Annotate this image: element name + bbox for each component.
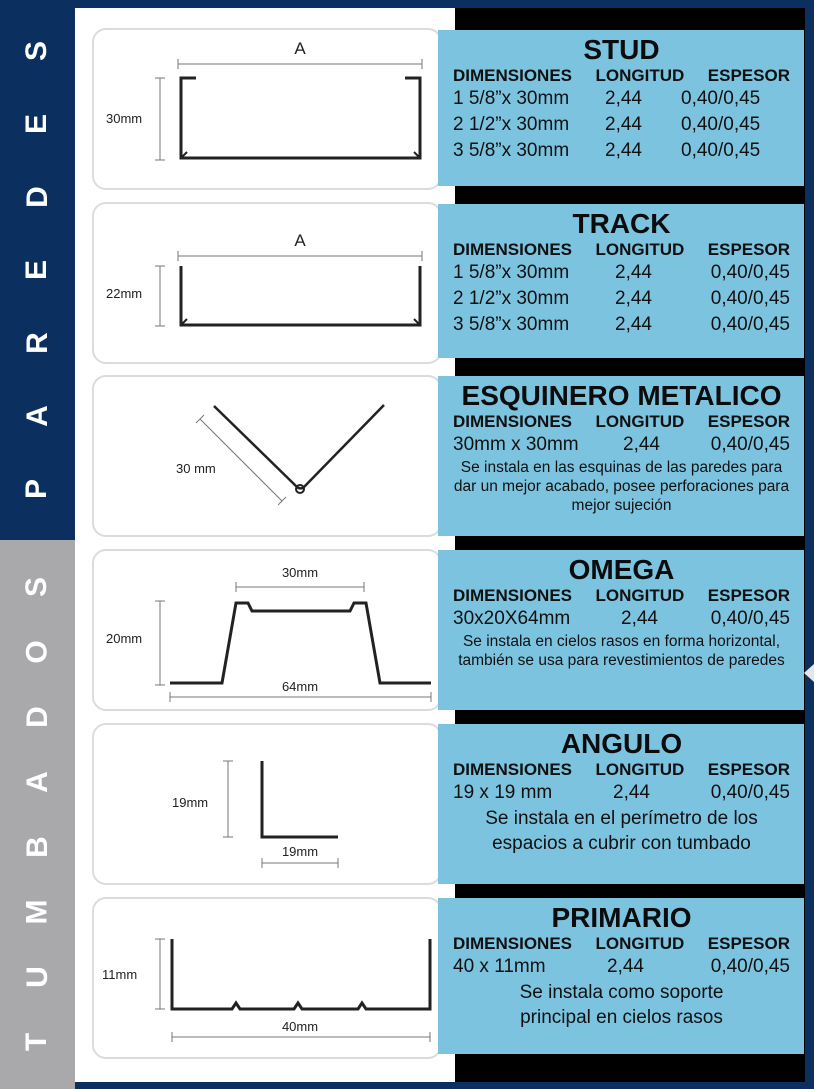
header-espesor: ESPESOR [707,66,790,85]
header-dimensiones: DIMENSIONES [453,760,573,779]
band-letter: S [20,576,54,597]
dimension-value: 19 x 19 mm [453,782,553,803]
thickness-value: 0,40/0,45 [681,140,761,161]
stud-height-label: 30mm [106,111,143,126]
dimension-value: 1 5/8”x 30mm [453,88,570,109]
stud-table-header [453,66,790,86]
header-longitud: LONGITUD [595,760,685,779]
thickness-value: 0,40/0,45 [681,114,761,135]
angulo-drawing-card [92,723,442,885]
header-dimensiones: DIMENSIONES [453,934,573,953]
angulo-title: ANGULO [560,728,683,759]
band-letter: M [20,899,54,925]
angulo-table-header [453,760,790,780]
header-longitud: LONGITUD [595,586,685,605]
tumbados-band [0,540,75,1089]
length-value: 2,44 [623,434,660,455]
header-dimensiones: DIMENSIONES [453,412,573,431]
thickness-value: 0,40/0,45 [681,88,761,109]
primario-description: Se instala como soporte principal en cielos rasos [519,982,724,1028]
header-espesor: ESPESOR [707,412,790,431]
primario-width-label: 40mm [281,1019,319,1034]
band-letter: E [20,259,54,280]
stud-row [453,112,790,138]
stud-info-box [438,30,804,186]
band-letter: B [20,836,54,858]
header-espesor: ESPESOR [707,240,790,259]
header-longitud: LONGITUD [595,934,685,953]
track-row [453,312,790,338]
esquinero-description: Se instala en las esquinas de las paredes para dar un mejor acabado, posee perforaciones para mejor sujeción [453,459,790,514]
stud-width-label: A [294,39,306,58]
angulo-height-label: 19mm [172,795,209,810]
band-letter: D [20,705,54,728]
band-letter: A [20,771,54,793]
track-table-header [453,240,790,260]
length-value: 2,44 [615,262,652,283]
stud-row [453,138,790,164]
dimension-value: 30mm x 30mm [453,434,579,455]
length-value: 2,44 [607,956,644,977]
length-value: 2,44 [613,782,650,803]
track-row [453,260,790,286]
stud-title: STUD [583,34,660,65]
omega-row [453,606,790,632]
angulo-row [453,780,790,806]
thickness-value: 0,40/0,45 [710,956,790,977]
band-letter: P [20,479,54,500]
primario-row [453,954,790,980]
stud-profile-drawing [94,30,442,190]
stud-drawing-card [92,28,442,190]
omega-height-label: 20mm [106,631,143,646]
omega-title: OMEGA [568,554,675,585]
primario-height-label: 11mm [102,967,138,982]
header-dimensiones: DIMENSIONES [453,66,573,85]
band-letter: U [20,966,54,989]
header-dimensiones: DIMENSIONES [453,240,573,259]
omega-bottom-label: 64mm [281,679,319,694]
header-espesor: ESPESOR [707,934,790,953]
dimension-value: 40 x 11mm [453,956,546,977]
esquinero-row [453,432,790,458]
track-row [453,286,790,312]
primario-drawing-card [92,897,442,1059]
stud-row [453,86,790,112]
header-espesor: ESPESOR [707,760,790,779]
omega-table-header [453,586,790,606]
thickness-value: 0,40/0,45 [710,782,790,803]
primario-table-header [453,934,790,954]
band-letter: A [20,405,54,428]
angulo-description: Se instala en el perímetro de los espacios a cubrir con tumbado [485,808,758,854]
primario-info-box [438,898,804,1054]
band-letter: E [20,113,54,134]
esquinero-profile-drawing [94,377,442,537]
band-letter: R [20,332,54,354]
header-espesor: ESPESOR [707,586,790,605]
track-title: TRACK [572,208,671,239]
angulo-info-box [438,724,804,884]
dimension-value: 3 5/8”x 30mm [453,314,570,335]
thickness-value: 0,40/0,45 [710,434,790,455]
band-letter: S [20,40,54,61]
length-value: 2,44 [621,608,658,629]
dimension-value: 30x20X64mm [453,608,571,629]
dimension-value: 3 5/8”x 30mm [453,140,570,161]
esquinero-drawing-card [92,375,442,537]
track-width-label: A [294,231,306,250]
omega-top-label: 30mm [281,565,319,580]
thickness-value: 0,40/0,45 [710,262,790,283]
paredes-band [0,0,75,540]
thickness-value: 0,40/0,45 [710,314,790,335]
side-arrow-icon [804,664,814,682]
angulo-profile-drawing [94,725,442,885]
thickness-value: 0,40/0,45 [710,288,790,309]
track-height-label: 22mm [106,286,143,301]
length-value: 2,44 [615,314,652,335]
track-profile-drawing [94,204,442,364]
thickness-value: 0,40/0,45 [710,608,790,629]
dimension-value: 1 5/8”x 30mm [453,262,570,283]
band-letter: O [20,640,54,664]
header-dimensiones: DIMENSIONES [453,586,573,605]
primario-title: PRIMARIO [551,902,692,933]
omega-profile-drawing [94,551,442,711]
primario-profile-drawing [94,899,442,1059]
header-longitud: LONGITUD [595,240,685,259]
omega-info-box [438,550,804,710]
omega-drawing-card [92,549,442,711]
header-longitud: LONGITUD [595,66,685,85]
length-value: 2,44 [615,288,652,309]
esquinero-side-label: 30 mm [176,461,216,476]
esquinero-title: ESQUINERO METALICO [461,380,782,411]
length-value: 2,44 [605,140,642,161]
dimension-value: 2 1/2”x 30mm [453,114,570,135]
omega-description: Se instala en cielos rasos en forma horizontal, también se usa para revestimientos de paredes [458,633,785,669]
track-info-box [438,204,804,358]
esquinero-table-header [453,412,790,432]
header-longitud: LONGITUD [595,412,685,431]
length-value: 2,44 [605,114,642,135]
angulo-width-label: 19mm [281,844,319,859]
band-letter: D [20,186,54,208]
dimension-value: 2 1/2”x 30mm [453,288,570,309]
length-value: 2,44 [605,88,642,109]
esquinero-info-box [438,376,804,536]
band-letter: T [20,1033,54,1052]
track-drawing-card [92,202,442,364]
